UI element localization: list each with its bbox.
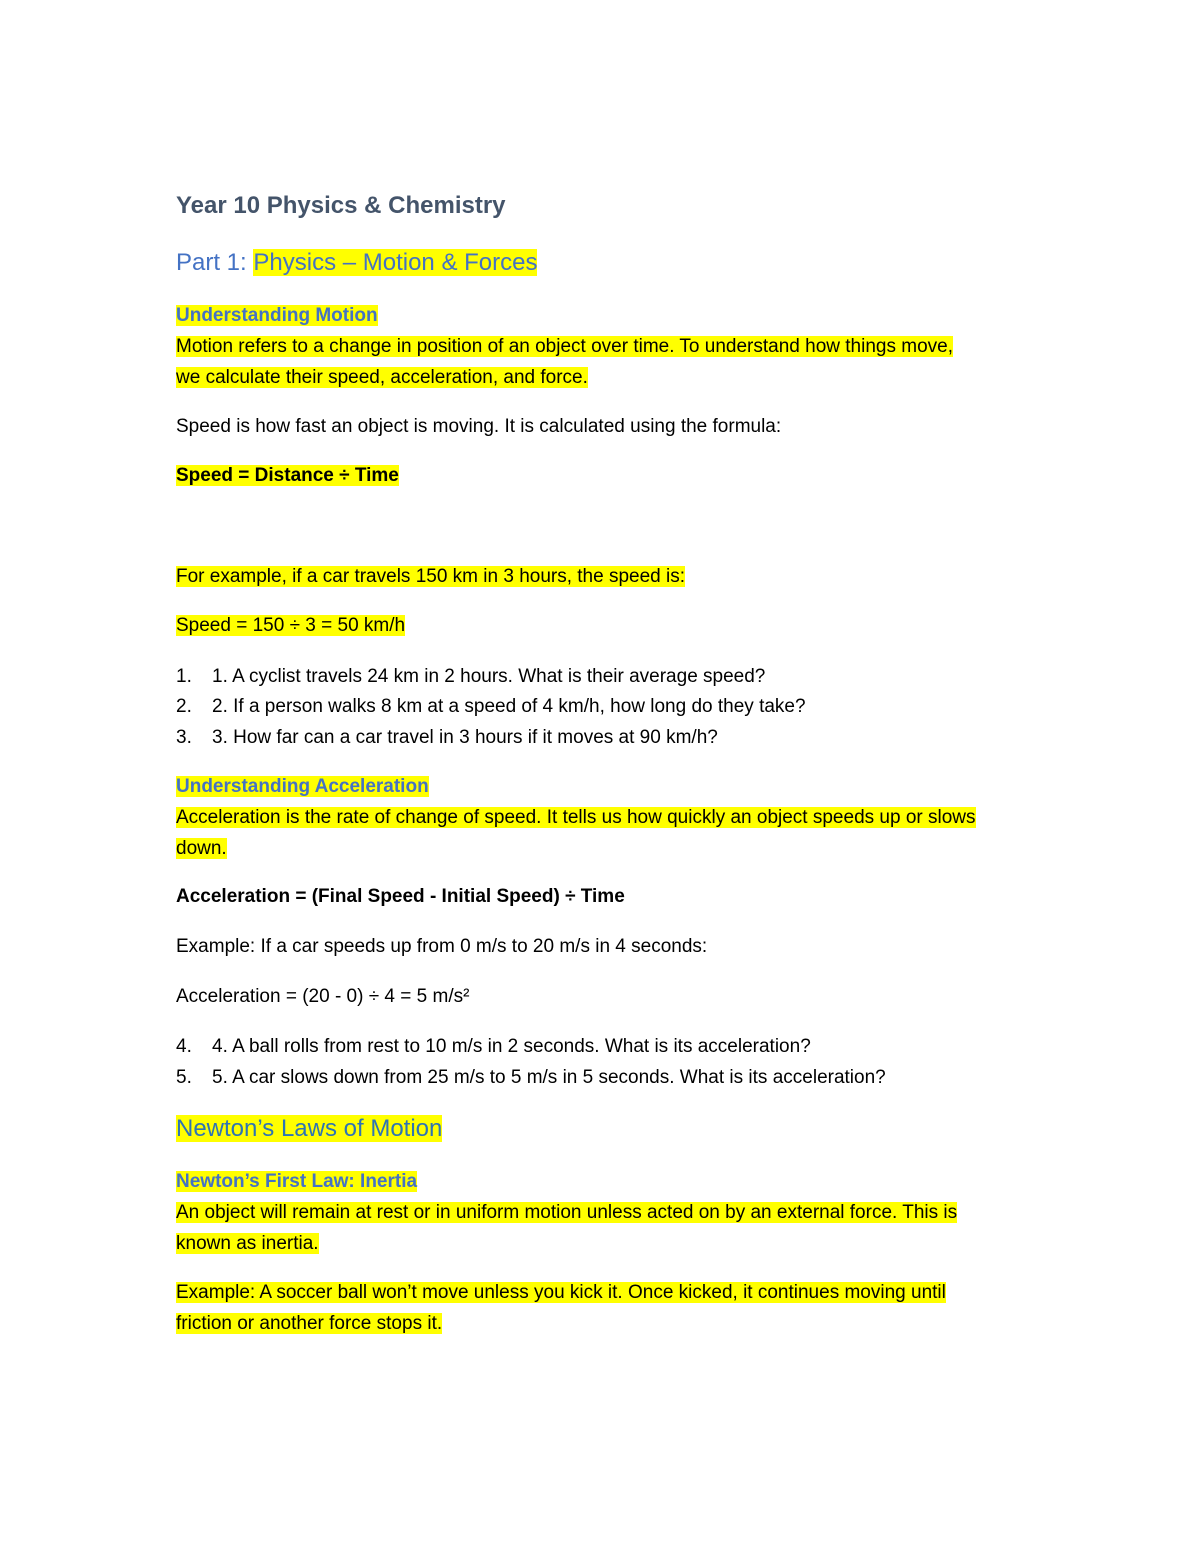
newton-heading: Newton’s Laws of Motion [176,1115,443,1142]
acceleration-example-calc: Acceleration = (20 - 0) ÷ 4 = 5 m/s² [176,986,470,1007]
speed-intro: Speed is how fast an object is moving. It is calculated using the formula: [176,416,782,437]
document-title: Year 10 Physics & Chemistry [176,192,506,219]
acceleration-formula: Acceleration = (Final Speed - Initial Speed) ÷ Time [176,886,625,907]
list-item: 5. 5. A car slows down from 25 m/s to 5 m/s in 5 seconds. What is its acceleration? [176,1067,886,1088]
motion-paragraph-line-2: we calculate their speed, acceleration, and force. [176,367,588,388]
acceleration-example-intro: Example: If a car speeds up from 0 m/s to 20 m/s in 4 seconds: [176,936,708,957]
part-heading [176,248,537,278]
first-law-example-line-1: Example: A soccer ball won’t move unless you kick it. Once kicked, it continues moving until [176,1282,946,1303]
first-law-example-line-2: friction or another force stops it. [176,1313,443,1334]
speed-formula: Speed = Distance ÷ Time [176,465,399,486]
motion-heading: Understanding Motion [176,305,378,326]
list-item: 1. 1. A cyclist travels 24 km in 2 hours. What is their average speed? [176,666,766,687]
first-law-line-2: known as inertia. [176,1233,319,1254]
acceleration-paragraph-line-2: down. [176,838,227,859]
list-item: 3. 3. How far can a car travel in 3 hours if it moves at 90 km/h? [176,727,718,748]
newton-first-law-heading: Newton’s First Law: Inertia [176,1171,418,1192]
speed-example-intro: For example, if a car travels 150 km in 3 hours, the speed is: [176,566,686,587]
speed-example-calc: Speed = 150 ÷ 3 = 50 km/h [176,615,406,636]
list-item: 2. 2. If a person walks 8 km at a speed of 4 km/h, how long do they take? [176,696,806,717]
motion-paragraph-line-1: Motion refers to a change in position of an object over time. To understand how things move, [176,336,953,357]
acceleration-paragraph-line-1: Acceleration is the rate of change of speed. It tells us how quickly an object speeds up or slows [176,807,976,828]
part-prefix: Part 1: [176,249,254,276]
part-title: Physics – Motion & Forces [253,249,538,276]
first-law-line-1: An object will remain at rest or in uniform motion unless acted on by an external force. This is [176,1202,958,1223]
list-item: 4. 4. A ball rolls from rest to 10 m/s in 2 seconds. What is its acceleration? [176,1036,811,1057]
acceleration-heading: Understanding Acceleration [176,776,429,797]
